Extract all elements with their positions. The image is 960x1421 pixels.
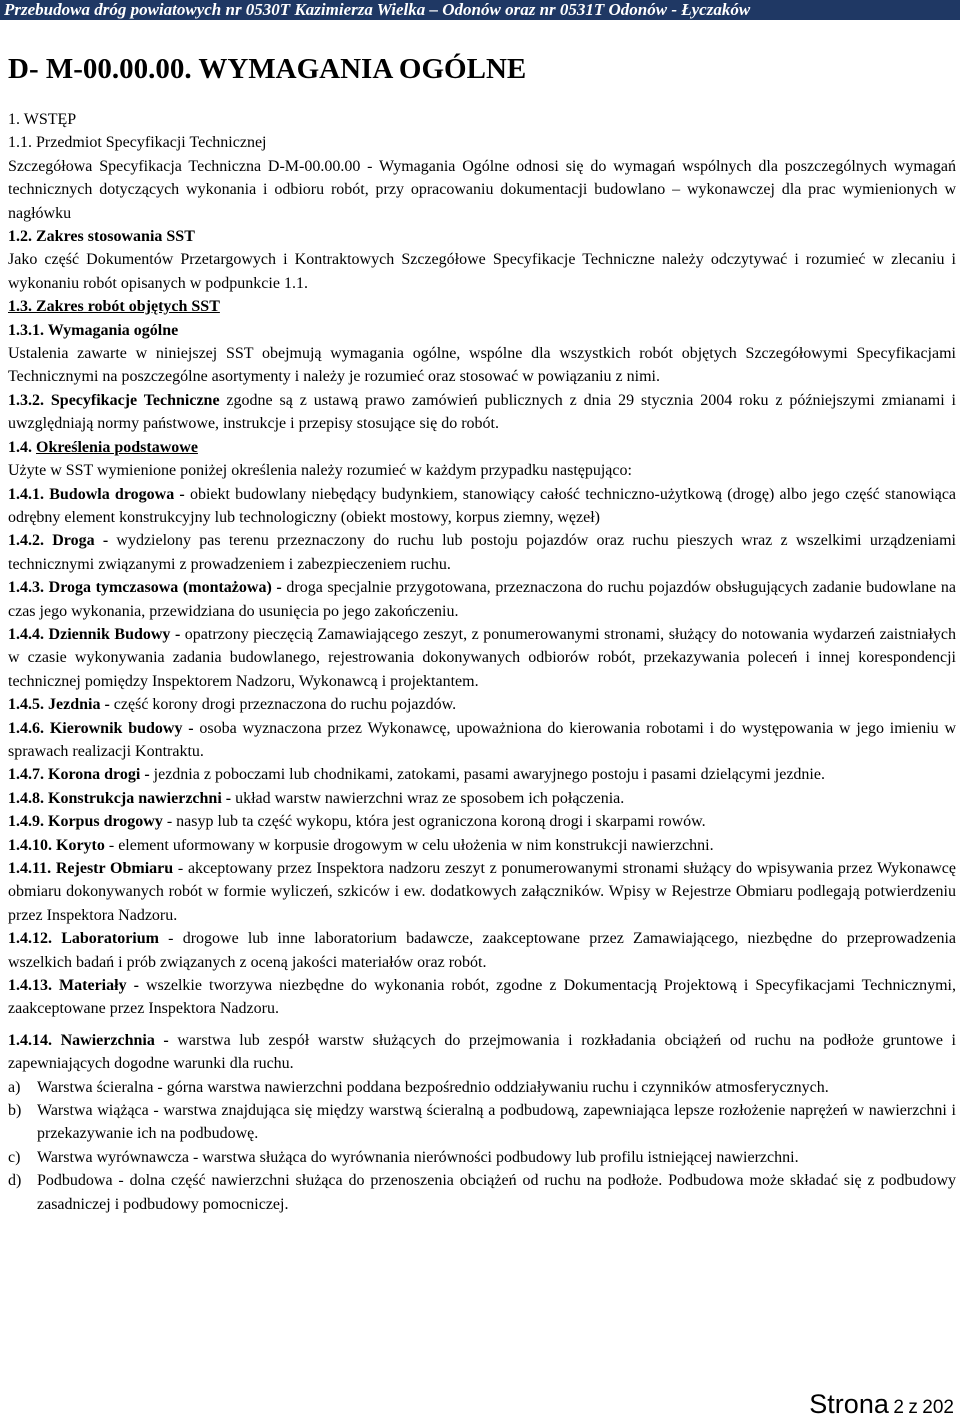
definition-term: Korona drogi - [48, 766, 150, 784]
definition-number: 1.4.5. [8, 696, 44, 714]
list-text: Warstwa ścieralna - górna warstwa nawierzchni poddana bezpośrednio oddziaływaniu ruchu i czynników atmosferycznych. [37, 1078, 829, 1096]
section-heading-1-3-1: 1.3.1. Wymagania ogólne [8, 321, 179, 339]
section-heading-1-1: 1.1. Przedmiot Specyfikacji Technicznej [8, 134, 267, 152]
list-text: Warstwa wiążąca - warstwa znajdująca się między warstwą ścieralną a podbudową, zapewniająca lepsze rozłożenie naprężeń w nawierzchni i przekazywanie ich na podbudowę. [37, 1102, 956, 1143]
list-marker: d) [8, 1172, 22, 1190]
list-text: Warstwa wyrównawcza - warstwa służąca do wyrównania nierówności podbudowy lub profilu istniejącej nawierzchni. [37, 1148, 799, 1166]
definitions-list [8, 483, 956, 1076]
section-title: Określenia podstawowe [36, 438, 198, 456]
list-item [8, 1146, 956, 1169]
definition-text: - nasyp lub ta część wykopu, która jest ograniczona koroną drogi i skarpami rowów. [162, 813, 706, 831]
definition-term: Laboratorium [61, 930, 159, 948]
definition-item [8, 1029, 956, 1076]
list-text: Podbudowa - dolna część nawierzchni służąca do przenoszenia obciążeń od ruchu na podłoże. Podbudowa może składać się z podbudowy zasadniczej i podbudowy pomocniczej. [37, 1172, 956, 1213]
definition-term: Budowla drogowa - [49, 485, 185, 503]
definition-term: Korpus drogowy [48, 813, 163, 831]
term: Specyfikacje Techniczne [50, 391, 220, 409]
definition-number: 1.4.2. [8, 532, 44, 550]
definition-term: Dziennik Budowy - [48, 625, 181, 643]
definition-item [8, 529, 956, 576]
page-label: Strona [809, 1389, 889, 1419]
definition-item [8, 927, 956, 974]
definition-item [8, 787, 956, 810]
definition-number: 1.4.9. [8, 813, 44, 831]
definition-term: Koryto [56, 836, 105, 854]
definition-number: 1.4.13. [8, 977, 52, 995]
definition-number: 1.4.14. [8, 1031, 52, 1049]
page-total: 202 [922, 1397, 954, 1418]
section-number: 1.4. [8, 438, 32, 456]
section-heading-1-3: 1.3. Zakres robót objętych SST [8, 298, 220, 316]
definition-term: Jezdnia - [48, 696, 110, 714]
definition-text: obiekt budowlany niebędący budynkiem, stanowiący całość techniczno-użytkową (drogę) albo jego część stanowiąca odrębny element konstrukcyjny lub technologiczny (obiekt mostowy, korpus ziemny, węzeł) [8, 485, 957, 526]
definition-text: jezdnia z poboczami lub chodnikami, zatokami, pasami awaryjnego postoju i pasami dzielącymi jezdnie. [149, 766, 825, 784]
definition-text: warstwa lub zespół warstw służących do przejmowania i rozkładania obciążeń od ruchu na podłoże gruntowe i zapewniających dogodne warunki dla ruchu. [8, 1031, 956, 1073]
header-band [0, 0, 960, 20]
definition-item [8, 810, 956, 833]
section-heading-1: 1. WSTĘP [8, 111, 77, 128]
paragraph-1-3-2 [8, 389, 956, 436]
definition-number: 1.4.12. [8, 930, 52, 948]
definition-text: opatrzony pieczęcią Zamawiającego zeszyt, z ponumerowanymi stronami, służący do notowania wydarzeń zaistniałych w czasie wykonywania zadania budowlanego, rejestrowania dokonywanych odbiorów robót, przekazywania poleceń i innej korespondencji technicznej pomiędzy Inspektorem Nadzoru, Wykonawcą i projektantem. [8, 625, 957, 690]
definition-number: 1.4.11. [8, 860, 52, 877]
definition-text: - element uformowany w korpusie drogowym w celu ułożenia w nim konstrukcji nawierzchni. [104, 836, 714, 854]
document-body [8, 48, 956, 1216]
definition-number: 1.4.8. [8, 789, 44, 807]
definition-text: - akceptowany przez Inspektora nadzoru zeszyt z ponumerowanymi stronami służący do wpisywania przez Wykonawcę obmiaru dokonywanych robót w formie wyliczeń, szkiców i ew. dodatkowych załączników. Wpisy w Rejestrze Obmiaru podlegają potwierdzeniu przez Inspektora Nadzoru. [8, 860, 956, 924]
definition-item [8, 974, 956, 1021]
definition-term: Kierownik budowy - [49, 719, 194, 737]
page-number: 2 [893, 1397, 904, 1418]
list-marker: c) [8, 1148, 21, 1166]
definition-term: Materiały - [59, 977, 139, 995]
document-header: Przebudowa dróg powiatowych nr 0530T Kazimierza Wielka – Odonów oraz nr 0531T Odonów - Łyczaków [4, 0, 751, 19]
definition-text: wydzielony pas terenu przeznaczony do ruchu lub postoju pojazdów oraz ruchu pieszych wraz z wszelkimi urządzeniami technicznymi związanymi z prowadzeniem i zabezpieczeniem ruchu. [8, 532, 957, 573]
definition-term: Droga - [52, 532, 109, 550]
section-heading-1-4 [8, 436, 956, 459]
definition-text: wszelkie tworzywa niezbędne do wykonania robót, zgodne z Dokumentacją Projektową i Specyfikacjami Technicznymi, zaakceptowane przez Inspektora Nadzoru. [8, 977, 956, 1018]
page-of: z [908, 1397, 918, 1418]
definition-text: droga specjalnie przygotowana, przeznaczona do ruchu pojazdów obsługujących zadanie budowlane na czas jego wykonania, przewidziana do usunięcia po jego zakończeniu. [8, 579, 957, 620]
definition-item [8, 576, 956, 623]
definition-item [8, 717, 956, 764]
paragraph-1-1: Szczegółowa Specyfikacja Techniczna D-M-00.00.00 - Wymagania Ogólne odnosi się do wymagań wspólnych dla poszczególnych wymagań technicznych dotyczących wykonania i odbioru robót, przy opracowaniu dokumentacji budowlano – wykonawczej dla prac wymienionych w nagłówku [8, 157, 956, 222]
paragraph-1-2: Jako część Dokumentów Przetargowych i Kontraktowych Szczegółowe Specyfikacje Techniczne należy odczytywać i rozumieć w zlecaniu i wykonaniu robót opisanych w podpunkcie 1.1. [8, 251, 956, 292]
definition-item [8, 763, 956, 786]
definition-item [8, 483, 956, 530]
list-item [8, 1076, 956, 1099]
page-footer [809, 1389, 954, 1420]
definition-number: 1.4.4. [8, 625, 44, 643]
definition-text: część korony drogi przeznaczona do ruchu pojazdów. [109, 696, 457, 714]
definition-term: Droga tymczasowa (montażowa) - [48, 579, 282, 597]
definition-number: 1.4.10. [8, 836, 52, 854]
section-number: 1.3.2. [8, 391, 44, 409]
definition-item [8, 834, 956, 857]
definition-text: - drogowe lub inne laboratorium badawcze, zaakceptowane przez Zamawiającego, niezbędne do przeprowadzenia wszelkich badań i prób związanych z oceną jakości materiałów oraz robót. [8, 930, 957, 971]
definition-number: 1.4.1. [8, 485, 44, 503]
list-marker: a) [8, 1078, 21, 1096]
definition-number: 1.4.7. [8, 766, 44, 784]
layer-list [8, 1076, 956, 1216]
definition-term: Nawierzchnia - [60, 1031, 169, 1049]
paragraph-1-3-1: Ustalenia zawarte w niniejszej SST obejmują wymagania ogólne, wspólne dla wszystkich robót objętych Szczegółowymi Specyfikacjami Technicznymi na poszczególne asortymenty i należy je rozumieć oraz stosować w powiązaniu z nimi. [8, 345, 956, 386]
definition-text: osoba wyznaczona przez Wykonawcę, upoważniona do kierowania robotami i do występowania w jego imieniu w sprawach realizacji Kontraktu. [8, 719, 956, 760]
list-marker: b) [8, 1102, 22, 1120]
list-item [8, 1169, 956, 1216]
section-heading-1-2: 1.2. Zakres stosowania SST [8, 228, 195, 246]
term-description: zgodne są z ustawą prawo zamówień publicznych z dnia 29 stycznia 2004 roku z późniejszymi zmianami i uwzględniają normy państwowe, instrukcje i przepisy stosujące się do robót. [8, 391, 956, 433]
list-item [8, 1099, 956, 1146]
definition-item [8, 693, 956, 716]
definition-item [8, 623, 956, 693]
definition-number: 1.4.6. [8, 719, 44, 737]
definition-item [8, 857, 956, 927]
definition-number: 1.4.3. [8, 579, 44, 597]
definition-term: Rejestr Obmiaru [55, 860, 174, 877]
page-title: D- M-00.00.00. WYMAGANIA OGÓLNE [8, 53, 527, 85]
definition-text: układ warstw nawierzchni wraz ze sposobem ich połączenia. [231, 789, 625, 807]
paragraph-1-4: Użyte w SST wymienione poniżej określenia należy rozumieć w każdym przypadku następująco: [8, 462, 632, 480]
definition-term: Konstrukcja nawierzchni - [48, 789, 232, 807]
